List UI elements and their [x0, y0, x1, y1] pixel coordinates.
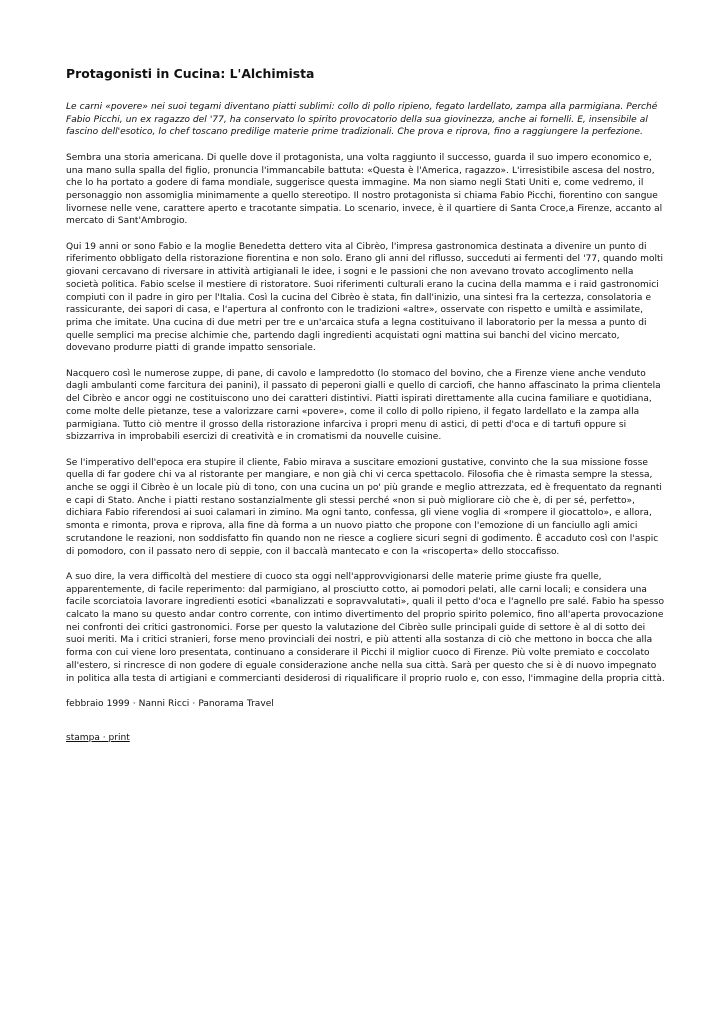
article-paragraph-4: Se l'imperativo dell'epoca era stupire il cliente, Fabio mirava a suscitare emozioni gustative, convinto che la sua missione fosse quella di far godere chi va al ristorante per mangiare, e non già chi vi cerca spettacolo. Filosofia che è rimasta sempre la stessa, anche se oggi il Cibrèo è un locale più di tono, con una cucina un po' più grande e meglio attrezzata, ed è frequentato da regnanti e capi di Stato. Anche i piatti restano sostanzialmente gli stessi perché «non si può migliorare ciò che è, di per sé, perfetto», dichiara Fabio riferendosi ai suoi calamari in zimino. Ma ogni tanto, confessa, gli viene voglia di «rompere il giocattolo», e allora, smonta e rimonta, prova e riprova, alla fine dà forma a un nuovo piatto che propone con l'emozione di un fanciullo agli amici scrutandone le reazioni, non soddisfatto fin quando non ne riesce a cogliere sicuri segni di godimento. È accaduto così con l'aspic di pomodoro, con il passato nero di seppie, con il baccalà mantecato e con la «riscoperta» dello stoccafisso.: [66, 457, 662, 557]
article-paragraph-1: Sembra una storia americana. Di quelle dove il protagonista, una volta raggiunto il successo, guarda il suo impero economico e, una mano sulla spalla del figlio, pronuncia l'immancabile battuta: «Questa è l'America, ragazzo». L'irresistibile ascesa del nostro, che lo ha portato a godere di fama mondiale, suggerisce questa immagine. Ma non siamo negli Stati Uniti e, come vedremo, il personaggio non assomiglia minimamente a quello stereotipo. Il nostro protagonista si chiama Fabio Picchi, fiorentino con sangue livornese nelle vene, carattere aperto e tracotante simpatia. Lo scenario, invece, è il quartiere di Santa Croce,a Firenze, accanto al mercato di Sant'Ambrogio.: [66, 152, 663, 227]
article-paragraph-3: Nacquero così le numerose zuppe, di pane, di cavolo e lampredotto (lo stomaco del bovino, che a Firenze viene anche venduto dagli ambulanti come farcitura dei panini), il passato di peperoni gialli e quello di carciofi, che hanno affascinato la prima clientela del Cibrèo e ancor oggi ne costituiscono uno dei caratteri distintivi. Piatti ispirati direttamente alla cucina familiare e quotidiana, come molte delle pietanze, tese a valorizzare carni «povere», come il collo di pollo ripieno, il fegato lardellato e la zampa alla parmigiana. Tutto ciò mentre il grosso della ristorazione infarciva i propri menu di astici, di petti d'oca e di tartufi oppure si sbizzarriva in improbabili esercizi di creatività e in cromatismi da nouvelle cuisine.: [66, 368, 661, 443]
article: [66, 64, 666, 744]
article-paragraph-2: Qui 19 anni or sono Fabio e la moglie Benedetta dettero vita al Cibrèo, l'impresa gastronomica destinata a divenire un punto di riferimento obbligato della ristorazione fiorentina e non solo. Erano gli anni del riflusso, succeduti ai fermenti del '77, quando molti giovani cercavano di riversare in attività artigianali le idee, i sogni e le passioni che non avevano trovato accoglimento nella società politica. Fabio scelse il mestiere di ristoratore. Suoi riferimenti culturali erano la cucina della mamma e i raid gastronomici compiuti con il padre in giro per l'Italia. Così la cucina del Cibrèo è stata, fin dall'inizio, una sintesi fra la certezza, consolatoria e rassicurante, dei sapori di casa, e l'apertura al confronto con le tradizioni «altre», osservate con rispetto e umiltà e assimilate, prima che imitate. Una cucina di due metri per tre e un'arcaica stufa a legna costituivano il laboratorio per la messa a punto di quelle semplici ma precise alchimie che, partendo dagli ingredienti acquistati ogni mattina sui banchi del vicino mercato, dovevano produrre piatti di grande impatto sensoriale.: [66, 241, 664, 354]
article-title: Protagonisti in Cucina: L'Alchimista: [66, 66, 315, 81]
article-lead: Le carni «povere» nei suoi tegami diventano piatti sublimi: collo di pollo ripieno, fegato lardellato, zampa alla parmigiana. Perché Fabio Picchi, un ex ragazzo del '77, ha conservato lo spirito provocatorio della sua giovinezza, anche ai fornelli. E, insensibile al fascino dell'esotico, lo chef toscano predilige materie prime tradizionali. Che prova e riprova, fino a raggiungere la perfezione.: [66, 102, 658, 138]
article-byline: febbraio 1999 · Nanni Ricci · Panorama Travel: [66, 698, 274, 709]
print-link[interactable]: stampa · print: [66, 732, 130, 743]
article-paragraph-5: A suo dire, la vera difficoltà del mestiere di cuoco sta oggi nell'approvvigionarsi delle materie prime giuste fra quelle, apparentemente, di facile reperimento: dal parmigiano, al prosciutto cotto, ai pomodori pelati, alle carni locali; e considera una facile scorciatoia lavorare ingredienti esotici «banalizzati e sopravvalutati», quali il petto d'oca e l'agnello pre salé. Fabio ha spesso calcato la mano su questo andar contro corrente, con intimo divertimento del proprio spirito polemico, fino all'aperta provocazione nei confronti dei critici gastronomici. Forse per questo la valutazione del Cibrèo sulle principali guide di settore è al di sotto dei suoi meriti. Ma i critici stranieri, forse meno provinciali dei nostri, e più attenti alla sostanza di ciò che mettono in bocca che alla forma con cui viene loro presentata, continuano a considerare il Picchi il miglior cuoco di Firenze. Più volte premiato e coccolato all'estero, si rincresce di non godere di eguale considerazione anche nella sua città. Sarà per questo che si è di nuovo impegnato in politica alla testa di artigiani e commercianti desiderosi di riqualificare il proprio ruolo e, con esso, l'immagine della propria città.: [66, 571, 665, 684]
